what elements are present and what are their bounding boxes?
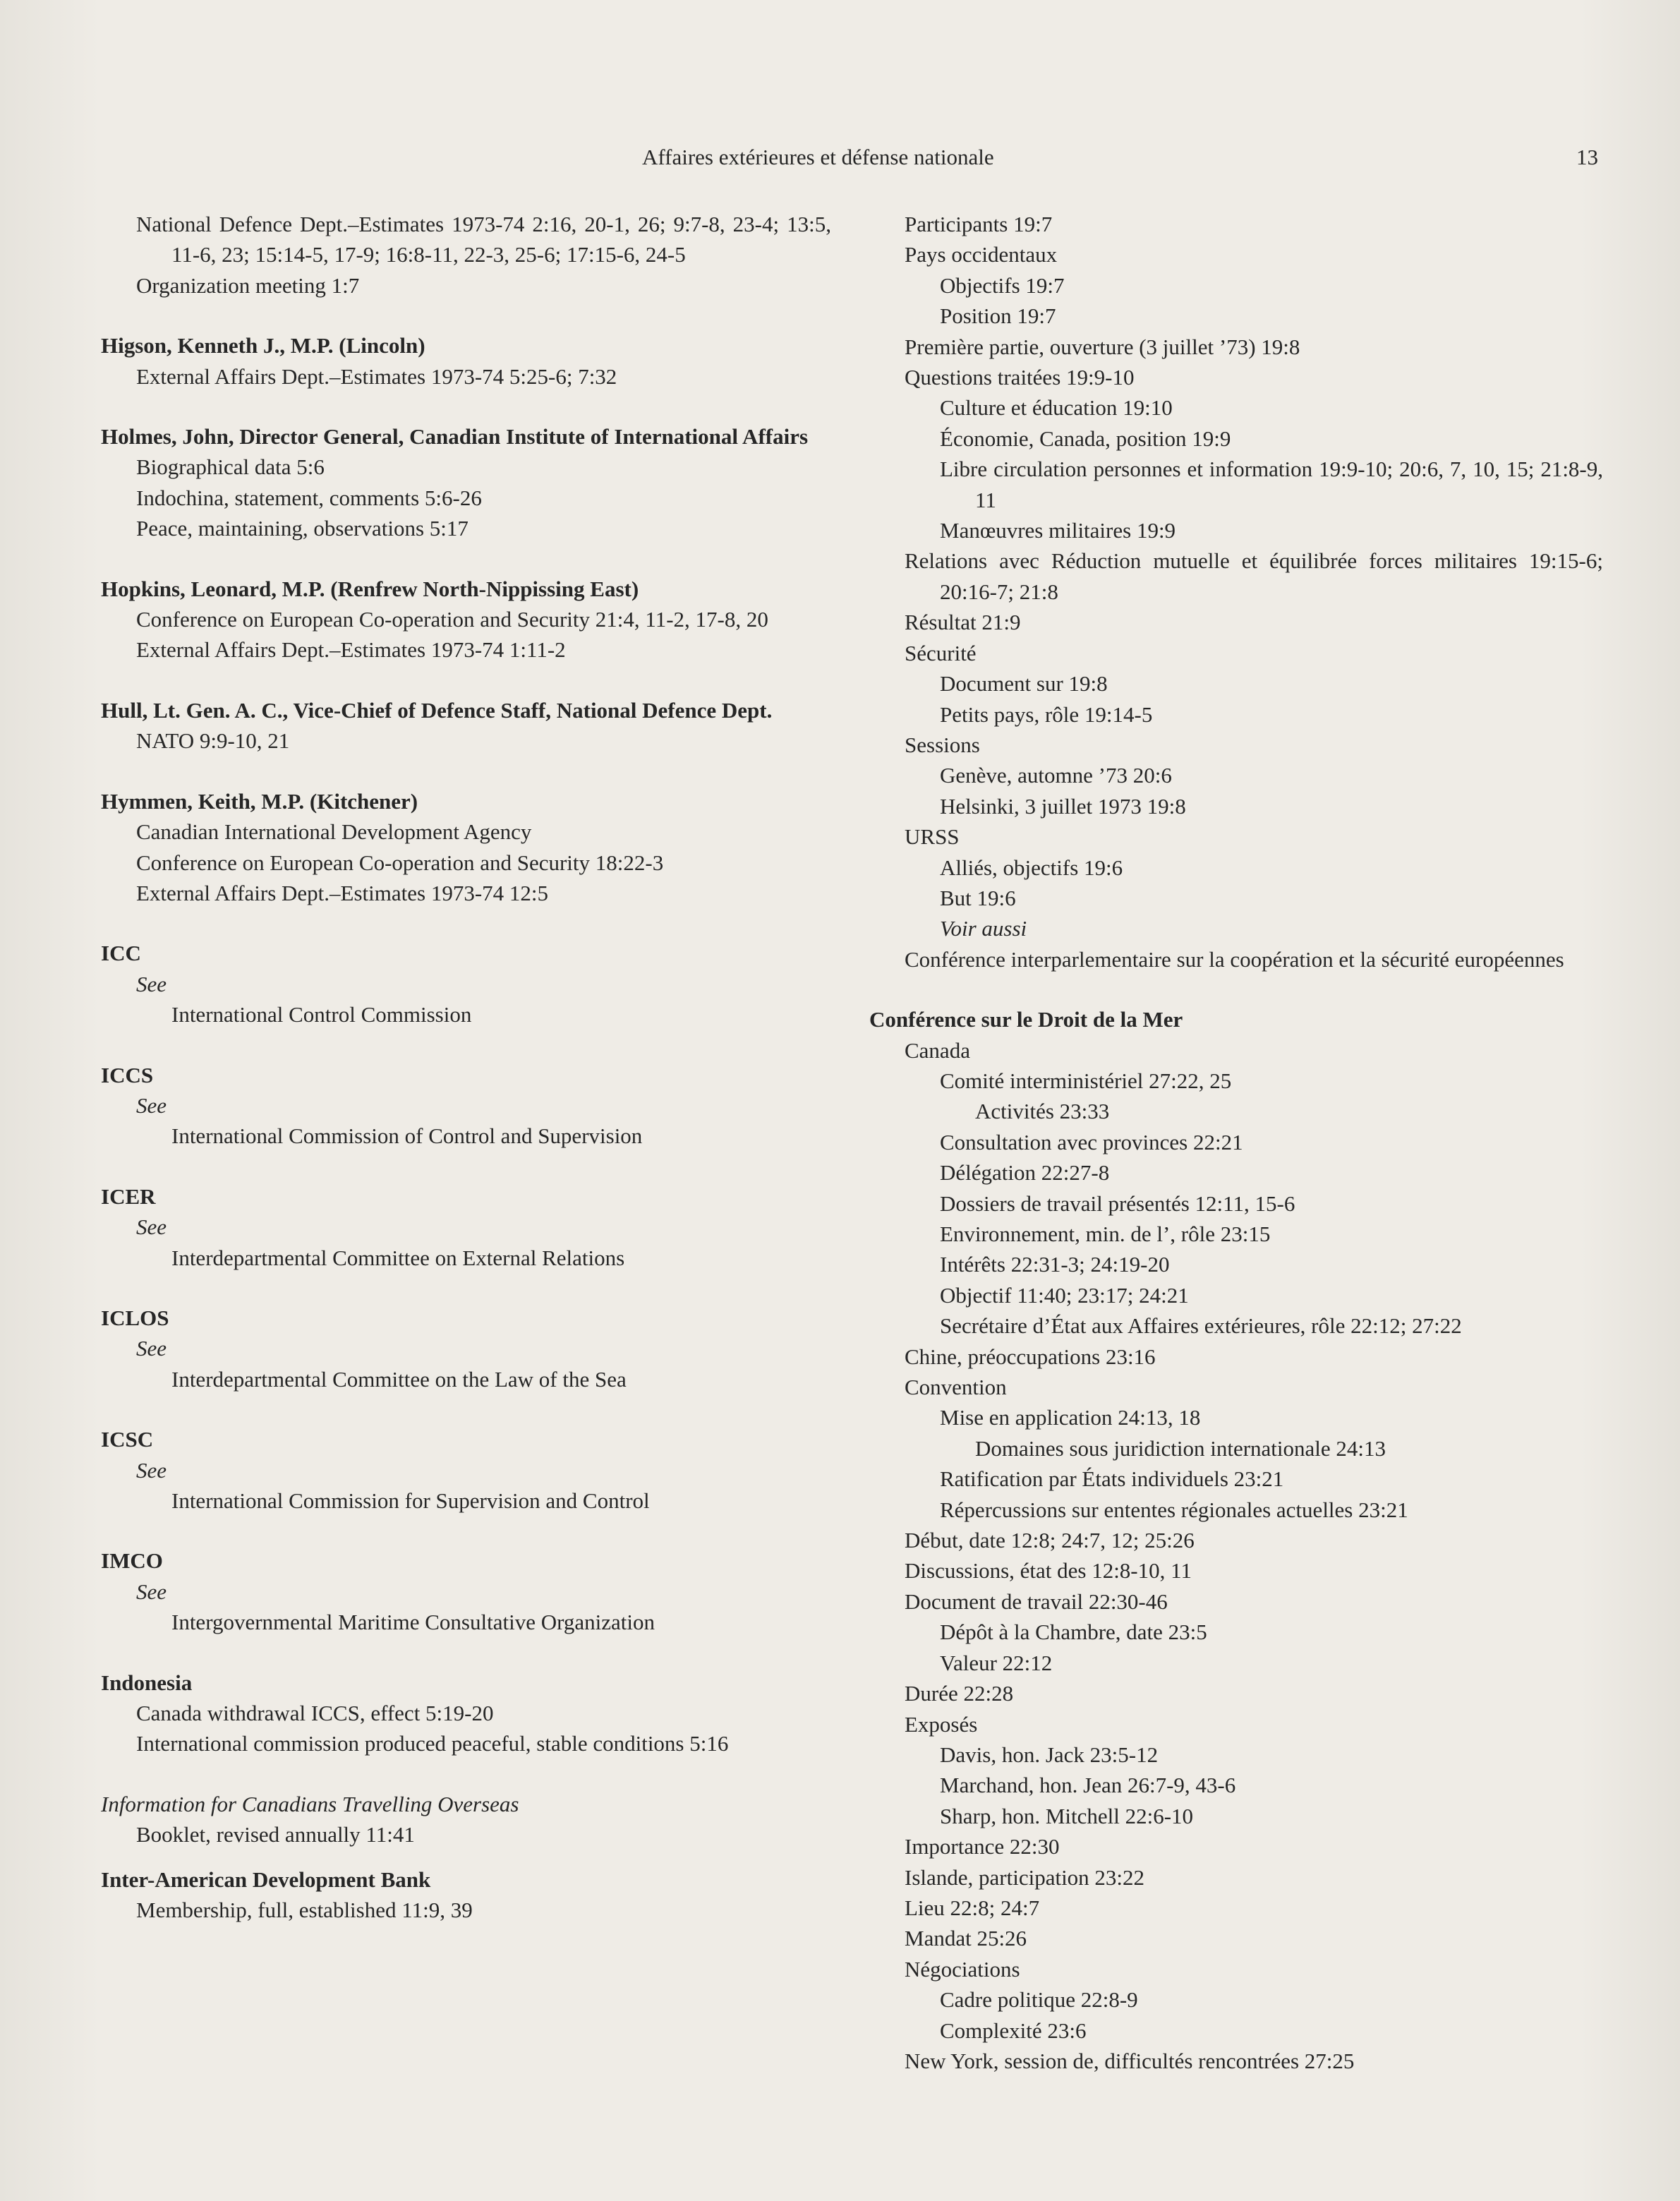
index-subentry: Environnement, min. de l’, rôle 23:15	[940, 1222, 1271, 1246]
index-entry	[101, 1545, 831, 1637]
index-heading: Conférence sur le Droit de la Mer	[869, 1007, 1183, 1032]
index-heading: Hopkins, Leonard, M.P. (Renfrew North-Nippissing East)	[101, 576, 639, 601]
index-subentry: External Affairs Dept.–Estimates 1973-74 5:25-6; 7:32	[136, 363, 617, 389]
index-entry	[101, 574, 831, 665]
index-subentry: Islande, participation 23:22	[905, 1864, 1145, 1890]
entry-gap	[869, 975, 1603, 1004]
index-subentry: NATO 9:9-10, 21	[136, 728, 290, 754]
index-subentry: Sessions	[905, 732, 980, 757]
index-subentry: Domaines sous juridiction internationale 24:13	[975, 1435, 1386, 1461]
index-subentry: Canada	[905, 1037, 970, 1063]
running-title: Affaires extérieures et défense nationale	[642, 145, 994, 169]
index-subentry: Booklet, revised annually 11:41	[136, 1822, 415, 1847]
index-subentry: Exposés	[905, 1711, 978, 1737]
index-subentry: Consultation avec provinces 22:21	[940, 1129, 1243, 1154]
index-subentry: Négociations	[905, 1956, 1020, 1982]
index-entry	[101, 786, 831, 909]
index-subentry: Dossiers de travail présentés 12:11, 15-6	[940, 1190, 1295, 1216]
index-heading: Higson, Kenneth J., M.P. (Lincoln)	[101, 333, 425, 358]
index-entry	[101, 209, 831, 301]
see-reference-label: See	[136, 1579, 167, 1604]
index-subentry: Biographical data 5:6	[136, 454, 325, 480]
index-subentry: Ratification par États individuels 23:21	[940, 1466, 1284, 1492]
index-subentry: Sécurité	[905, 640, 977, 665]
index-entry	[101, 1668, 831, 1759]
index-subentry: Canada withdrawal ICCS, effect 5:19-20	[136, 1701, 494, 1726]
index-subentry: International commission produced peaceful, stable conditions 5:16	[136, 1731, 729, 1756]
index-subentry: Activités 23:33	[975, 1099, 1110, 1124]
index-entry	[101, 421, 831, 544]
see-reference-target: International Commission of Control and Supervision	[171, 1123, 643, 1149]
index-subentry: Conference on European Co-operation and Security 21:4, 11-2, 17-8, 20	[136, 607, 768, 632]
index-subentry: New York, session de, difficultés rencontrées 27:25	[905, 2048, 1355, 2073]
index-subentry: Culture et éducation 19:10	[940, 395, 1173, 421]
index-subentry: Document sur 19:8	[940, 671, 1108, 697]
index-heading: ICCS	[101, 1062, 154, 1087]
index-subentry: But 19:6	[940, 885, 1016, 910]
index-subentry: Secrétaire d’État aux Affaires extérieures, rôle 22:12; 27:22	[940, 1313, 1462, 1339]
see-reference-target: Interdepartmental Committee on External Relations	[171, 1245, 625, 1270]
index-heading: Information for Canadians Travelling Overseas	[101, 1791, 519, 1816]
index-subentry: Chine, préoccupations 23:16	[905, 1344, 1156, 1369]
see-reference-label: See	[136, 1336, 167, 1361]
index-subentry: Comité interministériel 27:22, 25	[940, 1068, 1232, 1093]
index-entry	[101, 938, 831, 1030]
index-heading: Holmes, John, Director General, Canadian Institute of International Affairs	[101, 424, 809, 450]
index-entry	[101, 695, 831, 756]
index-entry	[101, 1060, 831, 1152]
index-subentry: Alliés, objectifs 19:6	[940, 855, 1123, 880]
index-subentry: Peace, maintaining, observations 5:17	[136, 516, 469, 541]
index-subentry: Complexité 23:6	[940, 2018, 1087, 2043]
index-subentry: Discussions, état des 12:8-10, 11	[905, 1558, 1192, 1584]
see-reference-label: See	[136, 1457, 167, 1483]
index-subentry: Davis, hon. Jack 23:5-12	[940, 1742, 1159, 1767]
see-reference-label: See	[136, 1092, 167, 1118]
index-subentry: Convention	[905, 1375, 1007, 1400]
index-heading: ICSC	[101, 1427, 154, 1452]
index-subentry: Délégation 22:27-8	[940, 1160, 1110, 1186]
index-subentry: Helsinki, 3 juillet 1973 19:8	[940, 793, 1186, 819]
index-subentry: Mandat 25:26	[905, 1926, 1027, 1951]
index-subentry: Participants 19:7	[905, 212, 1053, 236]
index-column-right	[869, 209, 1603, 2076]
index-entry	[101, 1864, 831, 1926]
index-entry	[101, 1303, 831, 1394]
index-subentry: Petits pays, rôle 19:14-5	[940, 701, 1153, 727]
index-subentry: Marchand, hon. Jean 26:7-9, 43-6	[940, 1773, 1236, 1798]
index-entry	[101, 1181, 831, 1273]
index-subentry: Relations avec Réduction mutuelle et équilibrée forces militaires 19:15-6; 20:16-7; 21:8	[905, 548, 1603, 604]
see-reference-target: International Control Commission	[171, 1002, 472, 1027]
index-heading: Hull, Lt. Gen. A. C., Vice-Chief of Defence Staff, National Defence Dept.	[101, 697, 773, 723]
index-heading: ICC	[101, 941, 141, 966]
index-subentry: Pays occidentaux	[905, 242, 1058, 267]
index-heading: Inter-American Development Bank	[101, 1867, 431, 1892]
see-reference-target: Intergovernmental Maritime Consultative Organization	[171, 1610, 655, 1635]
running-head	[0, 145, 1680, 180]
see-reference-target: Interdepartmental Committee on the Law of the Sea	[171, 1366, 627, 1392]
see-also-label: Voir aussi	[940, 916, 1027, 941]
index-subentry: Canadian International Development Agency	[136, 819, 532, 845]
index-subentry: Membership, full, established 11:9, 39	[136, 1898, 473, 1923]
index-subentry: External Affairs Dept.–Estimates 1973-74 1:11-2	[136, 637, 566, 663]
index-subentry: URSS	[905, 824, 960, 850]
index-subentry: Questions traitées 19:9-10	[905, 365, 1135, 390]
index-subentry: Début, date 12:8; 24:7, 12; 25:26	[905, 1528, 1195, 1553]
index-subentry: Économie, Canada, position 19:9	[940, 426, 1231, 451]
index-subentry: Mise en application 24:13, 18	[940, 1405, 1201, 1430]
index-subentry: Durée 22:28	[905, 1681, 1014, 1706]
see-reference-target: International Commission for Supervision and Control	[171, 1488, 650, 1513]
index-subentry: Indochina, statement, comments 5:6-26	[136, 485, 482, 510]
index-subentry: Valeur 22:12	[940, 1650, 1053, 1675]
index-entry	[101, 1789, 831, 1850]
index-subentry: Importance 22:30	[905, 1834, 1060, 1859]
index-subentry: Conference on European Co-operation and Security 18:22-3	[136, 850, 664, 875]
index-subentry: External Affairs Dept.–Estimates 1973-74 12:5	[136, 880, 549, 905]
page-number: 13	[1576, 145, 1598, 169]
index-subentry: Libre circulation personnes et information 19:9-10; 20:6, 7, 10, 15; 21:8-9, 11	[940, 457, 1603, 512]
index-subentry: Répercussions sur ententes régionales actuelles 23:21	[940, 1497, 1408, 1522]
index-subentry: Intérêts 22:31-3; 24:19-20	[940, 1252, 1170, 1277]
index-heading: IMCO	[101, 1548, 163, 1574]
index-subentry: Première partie, ouverture (3 juillet ’73) 19:8	[905, 334, 1300, 359]
index-heading: Indonesia	[101, 1670, 193, 1695]
see-reference-label: See	[136, 971, 167, 996]
see-also-target: Conférence interparlementaire sur la coopération et la sécurité européennes	[905, 946, 1564, 972]
see-reference-label: See	[136, 1214, 167, 1240]
index-subentry: Genève, automne ’73 20:6	[940, 763, 1172, 788]
index-subentry: Position 19:7	[940, 303, 1056, 329]
index-column-left	[101, 209, 831, 1955]
index-subentry: Objectifs 19:7	[940, 272, 1065, 298]
index-subentry: Organization meeting 1:7	[136, 272, 360, 298]
index-heading: ICLOS	[101, 1305, 169, 1330]
index-subentry: Dépôt à la Chambre, date 23:5	[940, 1620, 1207, 1645]
index-subentry: Cadre politique 22:8-9	[940, 1987, 1138, 2013]
index-entry	[101, 1424, 831, 1516]
index-heading: ICER	[101, 1183, 156, 1209]
index-heading: Hymmen, Keith, M.P. (Kitchener)	[101, 788, 418, 814]
index-subentry: Objectif 11:40; 23:17; 24:21	[940, 1282, 1189, 1308]
index-subentry: Manœuvres militaires 19:9	[940, 518, 1176, 543]
index-subentry: Résultat 21:9	[905, 610, 1021, 635]
index-subentry: Lieu 22:8; 24:7	[905, 1895, 1040, 1920]
index-entry	[101, 330, 831, 392]
index-subentry: National Defence Dept.–Estimates 1973-74 2:16, 20-1, 26; 9:7-8, 23-4; 13:5, 11-6, 23; 15:14-5, 17-9; 16:8-11, 22-3, 25-6; 17:15-6, 24-5	[136, 212, 831, 267]
index-subentry: Sharp, hon. Mitchell 22:6-10	[940, 1803, 1194, 1828]
index-subentry: Document de travail 22:30-46	[905, 1588, 1168, 1614]
